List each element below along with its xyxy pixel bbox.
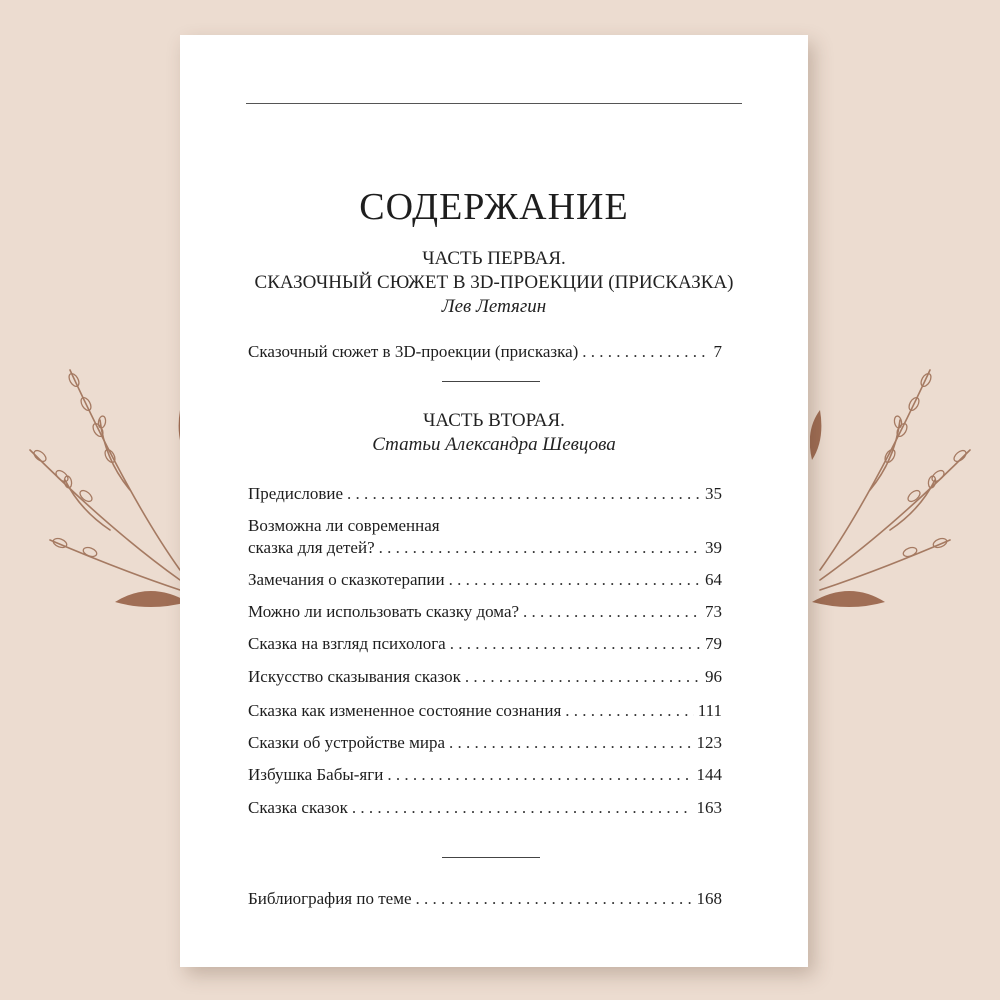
- toc-entry[interactable]: [248, 569, 722, 591]
- dot-leader: [565, 700, 693, 722]
- toc-entry-page: 64: [705, 570, 722, 589]
- dot-leader: [379, 537, 701, 559]
- toc-entry[interactable]: [248, 601, 722, 623]
- toc-entry-page: 111: [697, 701, 722, 720]
- dot-leader: [523, 601, 701, 623]
- toc-entry-page: 7: [713, 342, 722, 361]
- toc-entry-page: 39: [705, 538, 722, 557]
- dot-leader: [416, 888, 693, 910]
- toc-entry[interactable]: [248, 797, 722, 819]
- part-one-subtitle: СКАЗОЧНЫЙ СЮЖЕТ В 3D-ПРОЕКЦИИ (ПРИСКАЗКА): [254, 272, 734, 293]
- part-one-heading: [180, 247, 808, 319]
- toc-entry-page: 123: [696, 733, 722, 752]
- toc-entry-page: 73: [705, 602, 722, 621]
- section-divider: [442, 857, 540, 858]
- toc-entry-title: Замечания о сказкотерапии: [248, 570, 445, 589]
- part-two-label: ЧАСТЬ ВТОРАЯ.: [423, 410, 565, 431]
- dot-leader: [450, 633, 701, 655]
- toc-entry-title: Сказочный сюжет в 3D-проекции (присказка): [248, 342, 579, 361]
- toc-entry[interactable]: [248, 633, 722, 655]
- toc-entry-page: 144: [696, 765, 722, 784]
- dot-leader: [582, 341, 709, 363]
- willow-branch-icon: [10, 340, 190, 620]
- toc-entry-bibliography[interactable]: [248, 888, 722, 910]
- dot-leader: [449, 732, 693, 754]
- toc-entry-page: 79: [705, 634, 722, 653]
- toc-entry-title-line1: Возможна ли современная: [248, 516, 440, 535]
- toc-entry[interactable]: [248, 732, 722, 754]
- toc-entry-title: сказка для детей?: [248, 538, 375, 557]
- top-divider: [246, 103, 742, 104]
- toc-entry[interactable]: [248, 483, 722, 505]
- book-page: [180, 35, 808, 967]
- toc-entry-title: Можно ли использовать сказку дома?: [248, 602, 520, 621]
- part-one-author: Лев Летягин: [441, 296, 547, 317]
- toc-entry[interactable]: [248, 341, 722, 363]
- part-two-heading: [180, 409, 808, 457]
- toc-entry-title: Сказка сказок: [248, 798, 348, 817]
- part-one-label: ЧАСТЬ ПЕРВАЯ.: [422, 248, 566, 269]
- toc-entry-title: Сказка как измененное состояние сознания: [248, 701, 562, 720]
- toc-entry-title: Библиография по теме: [248, 889, 412, 908]
- toc-entry-page: 96: [705, 667, 722, 686]
- dot-leader: [387, 764, 692, 786]
- toc-entry-title: Сказки об устройстве мира: [248, 733, 445, 752]
- part-two-author: Статьи Александра Шевцова: [372, 434, 616, 455]
- toc-entry-page: 35: [705, 484, 722, 503]
- dot-leader: [465, 666, 701, 688]
- dot-leader: [352, 797, 693, 819]
- toc-entry[interactable]: [248, 666, 722, 688]
- toc-entry-title: Предисловие: [248, 484, 344, 503]
- toc-entry-title: Искусство сказывания сказок: [248, 667, 461, 686]
- toc-entry[interactable]: [248, 515, 722, 559]
- section-divider: [442, 381, 540, 382]
- toc-entry-page: 163: [696, 798, 722, 817]
- toc-entry-page: 168: [696, 889, 722, 908]
- toc-entry-title: Сказка на взгляд психолога: [248, 634, 446, 653]
- toc-entry[interactable]: [248, 700, 722, 722]
- toc-entry[interactable]: [248, 764, 722, 786]
- toc-entry-title: Избушка Бабы-яги: [248, 765, 384, 784]
- page-title: СОДЕРЖАНИЕ: [359, 186, 629, 228]
- willow-branch-icon: [810, 340, 990, 620]
- dot-leader: [449, 569, 701, 591]
- dot-leader: [347, 483, 701, 505]
